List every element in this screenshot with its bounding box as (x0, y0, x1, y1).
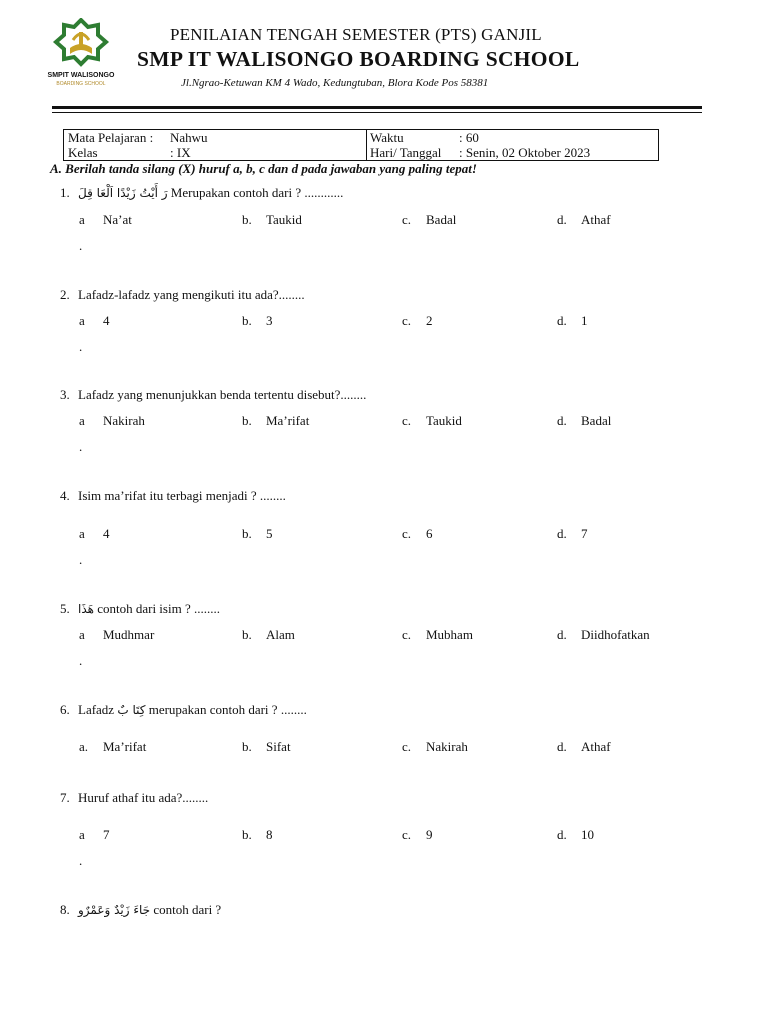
option-letter: c. (402, 212, 412, 227)
option-letter: b. (242, 627, 252, 642)
question-8 (60, 902, 221, 918)
option-text: Na’at (103, 212, 132, 227)
question-number: 7. (60, 790, 70, 805)
class-label: Kelas (68, 145, 98, 160)
question-7 (60, 790, 208, 806)
date-value: : Senin, 02 Oktober 2023 (459, 145, 591, 160)
subject-value: Nahwu (170, 130, 208, 145)
question-number: 6. (60, 702, 70, 717)
option-text: Taukid (266, 212, 302, 227)
option-text: 3 (266, 313, 273, 328)
header-divider-thick (52, 106, 702, 109)
header-divider-thin (52, 112, 702, 113)
question-text: Isim ma’rifat itu terbagi menjadi ? ........ (78, 488, 286, 503)
option-letter: c. (402, 627, 412, 642)
option-letter: c. (402, 827, 412, 842)
option-text: Athaf (581, 212, 611, 227)
stray-dot: . (79, 853, 83, 868)
option-text: Diidhofatkan (581, 627, 650, 642)
option-letter: d. (557, 739, 567, 754)
option-letter: b. (242, 827, 252, 842)
option-text: Ma’rifat (103, 739, 147, 754)
question-4 (60, 488, 286, 504)
section-instruction: A. Berilah tanda silang (X) huruf a, b, c dan d pada jawaban yang paling tepat! (50, 161, 477, 176)
option-letter: a (79, 313, 85, 328)
question-text: Lafadz-lafadz yang mengikuti itu ada?........ (78, 287, 305, 302)
question-text-prefix: Lafadz (78, 702, 118, 717)
question-number: 8. (60, 902, 70, 917)
option-text: 9 (426, 827, 433, 842)
time-label: Waktu (370, 130, 404, 145)
info-left-cell (64, 130, 367, 160)
question-6 (60, 702, 307, 718)
logo-text: SMPIT WALISONGO (47, 72, 115, 79)
stray-dot: . (79, 552, 83, 567)
option-letter: b. (242, 739, 252, 754)
option-text: Badal (581, 413, 612, 428)
logo-subtext: BOARDING SCHOOL (56, 81, 106, 87)
option-text: 6 (426, 526, 433, 541)
option-text: 7 (581, 526, 588, 541)
option-letter: c. (402, 526, 412, 541)
exam-info-table (63, 129, 659, 161)
exam-title: PENILAIAN TENGAH SEMESTER (PTS) GANJIL (170, 25, 542, 44)
date-label: Hari/ Tanggal (370, 145, 442, 160)
question-number: 5. (60, 601, 70, 616)
option-letter: b. (242, 413, 252, 428)
school-name: SMP IT WALISONGO BOARDING SCHOOL (137, 47, 580, 71)
option-letter: d. (557, 827, 567, 842)
option-text: 4 (103, 313, 110, 328)
option-text: 5 (266, 526, 273, 541)
question-3 (60, 387, 366, 403)
question-text: Lafadz yang menunjukkan benda tertentu disebut?........ (78, 387, 367, 402)
question-number: 4. (60, 488, 70, 503)
option-letter: a. (79, 739, 89, 754)
option-text: 4 (103, 526, 110, 541)
option-letter: b. (242, 313, 252, 328)
option-text: Nakirah (103, 413, 145, 428)
option-letter: d. (557, 413, 567, 428)
option-text: 2 (426, 313, 433, 328)
option-letter: b. (242, 526, 252, 541)
option-letter: a (79, 212, 85, 227)
option-text: Badal (426, 212, 457, 227)
option-letter: b. (242, 212, 252, 227)
option-text: Ma’rifat (266, 413, 310, 428)
option-text: 7 (103, 827, 110, 842)
option-letter: c. (402, 413, 412, 428)
question-number: 2. (60, 287, 70, 302)
question-text: Merupakan contoh dari ? ............ (167, 185, 344, 200)
question-arabic: كِتَا بٌ (117, 703, 146, 717)
class-value: : IX (170, 145, 191, 160)
stray-dot: . (79, 339, 83, 354)
option-text: Athaf (581, 739, 611, 754)
question-text: contoh dari isim ? ........ (93, 601, 220, 616)
option-letter: c. (402, 313, 412, 328)
option-text: Taukid (426, 413, 462, 428)
option-letter: d. (557, 212, 567, 227)
option-text: 8 (266, 827, 273, 842)
option-text: 1 (581, 313, 588, 328)
option-text: Sifat (266, 739, 291, 754)
question-number: 3. (60, 387, 70, 402)
option-letter: a (79, 627, 85, 642)
stray-dot: . (79, 439, 83, 454)
school-address: Jl.Ngrao-Ketuwan KM 4 Wado, Kedungtuban, Blora Kode Pos 58381 (181, 77, 489, 89)
option-text: 10 (581, 827, 594, 842)
stray-dot: . (79, 238, 83, 253)
option-letter: a (79, 526, 85, 541)
option-text: Nakirah (426, 739, 468, 754)
option-letter: a (79, 827, 85, 842)
question-5 (60, 601, 220, 617)
option-text: Mubham (426, 627, 473, 642)
question-arabic: رَ أَيْتُ زَيْدًا اَلْعَا قِلَ (78, 186, 168, 200)
option-text: Alam (266, 627, 295, 642)
question-text: merupakan contoh dari ? ........ (145, 702, 307, 717)
option-letter: d. (557, 526, 567, 541)
time-value: : 60 (459, 130, 479, 145)
stray-dot: . (79, 653, 83, 668)
question-number: 1. (60, 185, 70, 200)
question-2 (60, 287, 305, 303)
info-right-cell (366, 130, 658, 160)
subject-label: Mata Pelajaran : (68, 130, 154, 145)
option-text: Mudhmar (103, 627, 155, 642)
question-1 (60, 185, 343, 201)
question-text: contoh dari ? (150, 902, 222, 917)
question-text: Huruf athaf itu ada?........ (78, 790, 209, 805)
question-arabic: جَاءَ زَيْدٌ وَعَمْرٌو (78, 903, 151, 917)
option-letter: d. (557, 627, 567, 642)
option-letter: a (79, 413, 85, 428)
option-letter: c. (402, 739, 412, 754)
option-letter: d. (557, 313, 567, 328)
question-arabic: هَذَا (78, 602, 94, 616)
